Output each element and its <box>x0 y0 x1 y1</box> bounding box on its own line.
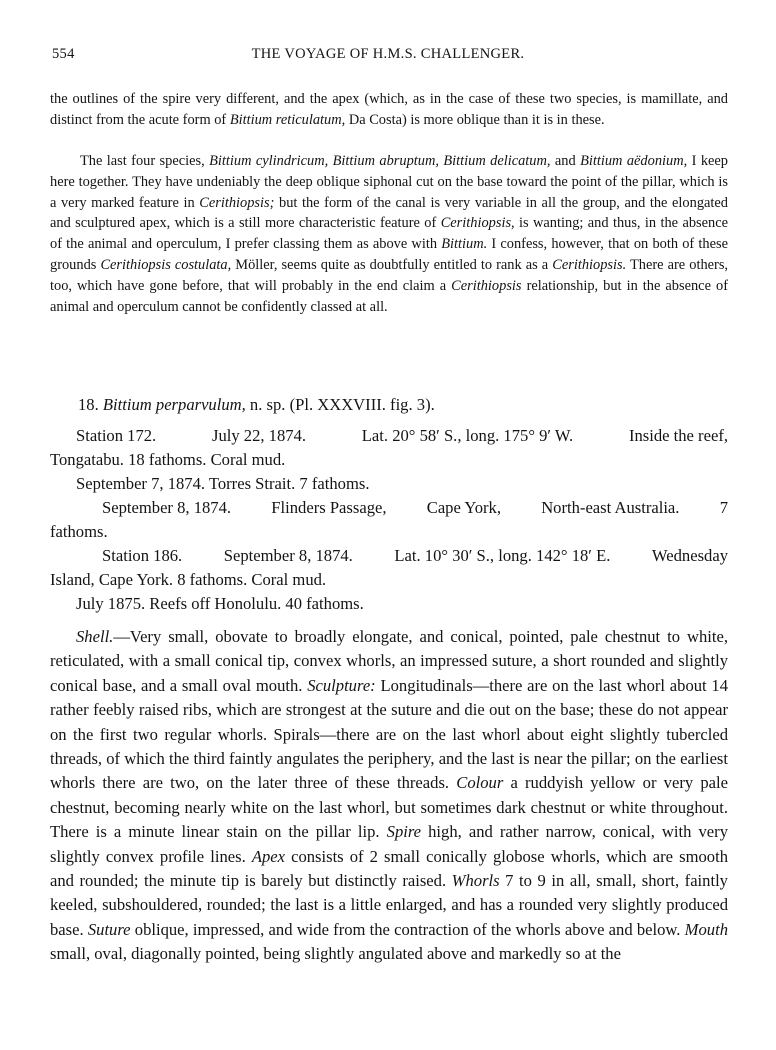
text-run: small, oval, diagonally pointed, being slightly angulated above and markedly so at the <box>50 944 621 964</box>
section-label: Shell. <box>76 627 114 646</box>
text-run: I confess, however, that on both of these grounds <box>50 236 728 273</box>
text-run: There are others, too, which have gone before, that will probably in the end claim a <box>50 256 729 294</box>
species-name: Cerithiopsis. <box>552 256 627 273</box>
species-number: 18. <box>78 395 103 414</box>
station-locality: Flinders Passage, <box>271 498 387 517</box>
text-run: consists of 2 small conically globose whorls, which are smooth and rounded; the minute tip is barely but distinctly raised. <box>50 846 728 891</box>
species-plate-reference: n. sp. (Pl. XXXVIII. fig. 3). <box>245 395 435 414</box>
station-line: July 1875. Reefs off Honolulu. 40 fathoms. <box>76 594 364 613</box>
station-date: July 22, 1874. <box>211 426 307 445</box>
station-line: September 7, 1874. Torres Strait. 7 fathoms. <box>76 474 370 493</box>
text-run: oblique, impressed, and wide from the contraction of the whorls above and below. <box>130 919 685 939</box>
species-name: Bittium reticulatum, <box>229 111 346 128</box>
section-label: Suture <box>87 919 131 939</box>
station-locality: North-east Australia. <box>541 498 680 517</box>
station-coordinates: Lat. 10° 30′ S., long. 142° 18′ E. <box>394 546 611 565</box>
text-run: but the form of the canal is very variable in all the group, and the elongated and sculptured apex, which is a still more characteristic feature of <box>50 194 728 232</box>
text-run: and <box>550 153 581 169</box>
page-header <box>52 46 724 68</box>
species-name: Bittium perparvulum, <box>102 395 246 414</box>
paragraph-spire-comparison <box>50 89 728 131</box>
station-depth: 7 <box>719 498 728 517</box>
station-date: September 8, 1874. <box>223 546 353 565</box>
section-label: Sculpture: <box>307 675 376 695</box>
section-label: Mouth <box>684 919 728 939</box>
page-number: 554 <box>52 46 75 62</box>
text-run: Da Costa) is more oblique than it is in these. <box>345 111 605 128</box>
text-run: —Very small, obovate to broadly elongate, and conical, pointed, pale chestnut to white, reticulated, with a small conical tip, convex whorls, an impressed suture, a short rounded and slightly conical base, and a small oval mouth. <box>50 627 728 695</box>
text-run: the outlines of the spire very different, and the apex (which, as in the case of these two species, is mamillate, and distinct from the acute form of <box>50 91 728 128</box>
station-entry <box>50 424 728 472</box>
text-run: 7 to 9 in all, small, short, faintly keeled, subshouldered, rounded; the last is a little enlarged, and has a rounded very slightly produced base. <box>50 871 728 939</box>
station-locality: Cape York, <box>426 498 501 517</box>
text-run: The last four species, <box>80 153 210 169</box>
station-continuation: fathoms. <box>50 522 108 542</box>
text-run: a ruddyish yellow or very pale chestnut, becoming nearly white on the last whorl, but sometimes dark chestnut or white throughout. There is a minute linear stain on the pillar lip. <box>50 773 728 842</box>
species-heading <box>78 393 718 417</box>
station-line <box>50 496 728 520</box>
station-entry <box>50 544 728 592</box>
section-label: Whorls <box>451 871 500 891</box>
species-name: Bittium. <box>441 236 488 253</box>
station-id: Station 186. <box>102 546 183 565</box>
section-label: Colour <box>456 773 504 793</box>
station-id: Station 172. <box>76 426 157 445</box>
text-run: Möller, seems quite as doubtfully entitled to rank as a <box>231 256 553 273</box>
station-entry <box>50 592 728 616</box>
station-continuation: Tongatabu. 18 fathoms. Coral mud. <box>50 450 286 470</box>
text-run: Longitudinals—there are on the last whorl about 14 rather feebly raised ribs, which are strongest at the suture and die out on the base; these do not appear on the first two regular whorls. Spirals—there are on the last whorl about eight slightly tubercled threads, of which the third faintly angulates the periphery, and the last is near the pillar; on the earliest whorls there are two, on the later three of these threads. <box>50 675 728 793</box>
species-name: Bittium cylindricum, Bittium abruptum, Bittium delicatum, <box>209 153 551 169</box>
station-entry <box>50 472 728 496</box>
shell-description <box>50 625 728 967</box>
station-coordinates: Lat. 20° 58′ S., long. 175° 9′ W. <box>361 426 574 445</box>
section-label: Apex <box>251 846 285 866</box>
text-run: is wanting; and thus, in the absence of the animal and operculum, I prefer classing them as above with <box>50 215 729 253</box>
species-name: Cerithiopsis, <box>440 215 515 232</box>
text-run: high, and rather narrow, conical, with very slightly convex profile lines. <box>50 822 728 866</box>
station-continuation: Island, Cape York. 8 fathoms. Coral mud. <box>50 570 327 590</box>
station-locality: Wednesday <box>651 546 728 565</box>
species-name: Cerithiopsis; <box>199 194 275 211</box>
station-locality: Inside the reef, <box>628 426 728 445</box>
species-name: Cerithiopsis costulata, <box>100 256 232 273</box>
station-line <box>50 424 728 448</box>
running-title: THE VOYAGE OF H.M.S. CHALLENGER. <box>251 46 525 62</box>
text-run: relationship, but in the absence of animal and operculum cannot be confidently classed at all. <box>50 277 728 315</box>
species-name: Cerithiopsis <box>451 277 522 294</box>
station-entry <box>50 496 728 544</box>
text-run: I keep here together. They have undeniably the deep oblique siphonal cut on the base toward the point of the pillar, which is a very marked feature in <box>50 153 728 211</box>
station-line <box>50 544 728 568</box>
section-label: Spire <box>386 822 422 842</box>
species-name: Bittium aëdonium, <box>580 153 688 169</box>
station-date: September 8, 1874. <box>102 498 232 517</box>
paragraph-bittium-group <box>50 151 728 317</box>
